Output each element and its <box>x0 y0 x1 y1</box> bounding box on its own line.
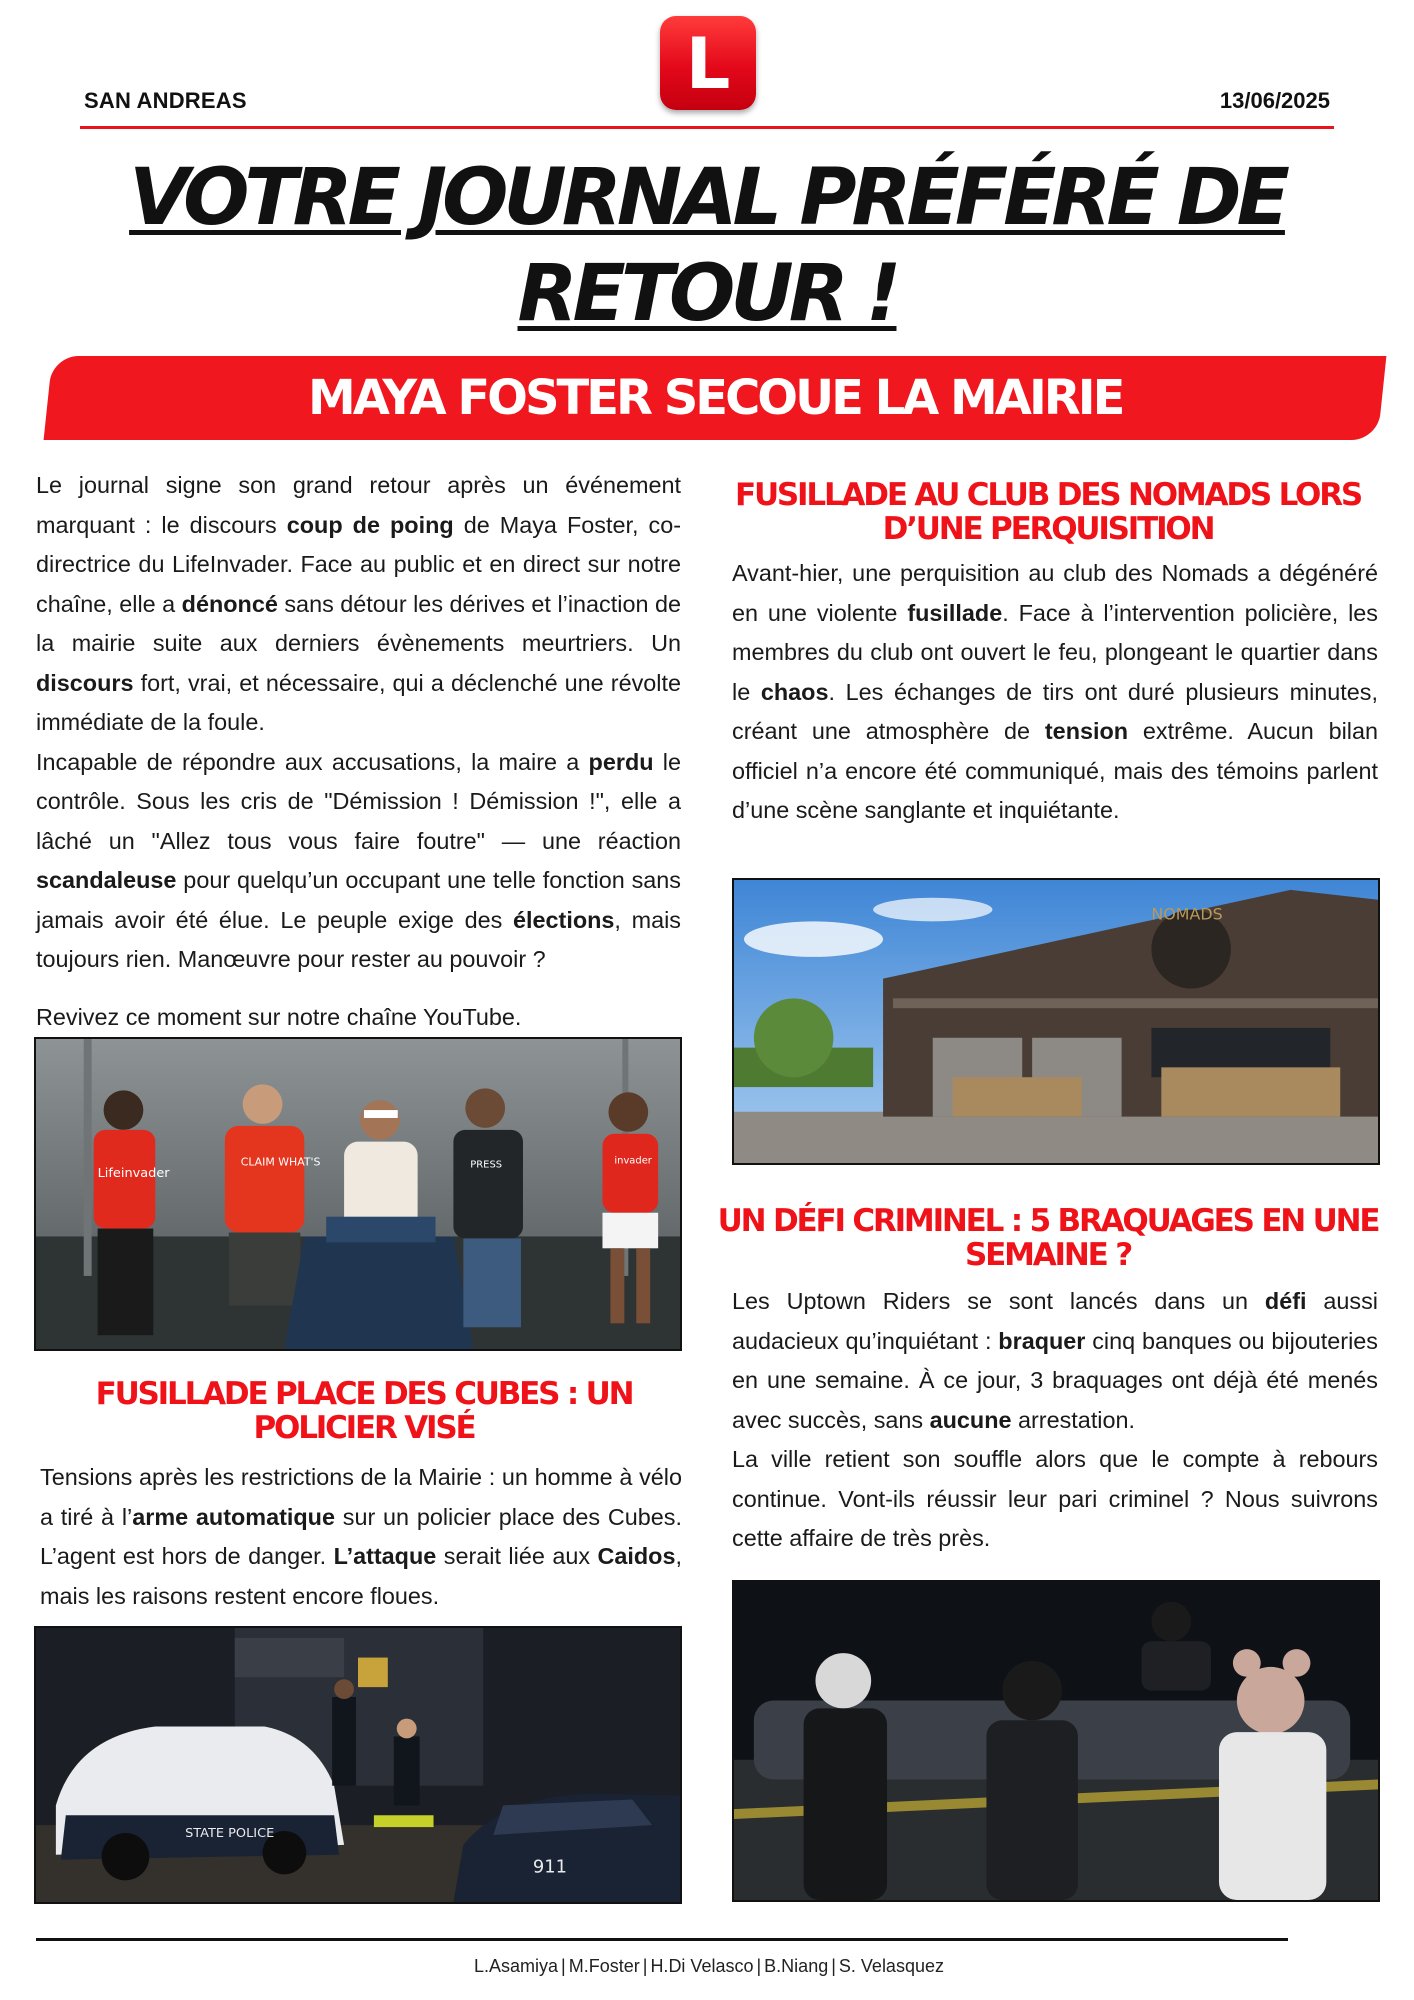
text-run: extrême. Aucun bilan officiel n’a encore été communiqué, mais des témoins parlent d’une scène sanglante et inquiétante. <box>732 718 1378 823</box>
credit-author: H.Di Velasco <box>650 1956 754 1976</box>
text-run: sur un policier place des Cubes. L’agent est hors de danger. <box>40 1503 682 1569</box>
bold-keyword: aucune <box>929 1406 1012 1433</box>
text-run: Tensions après les restrictions de la Mairie : un homme à vélo a tiré à l’ <box>40 1464 682 1530</box>
bold-keyword: L’attaque <box>333 1543 437 1569</box>
lead-banner-title: MAYA FOSTER SECOUE LA MAIRIE <box>307 370 1123 426</box>
text-run: aussi audacieux qu’inquiétant : <box>732 1288 1378 1354</box>
bold-keyword: coup de poing <box>286 511 454 538</box>
photo-uptown-riders <box>732 1580 1380 1902</box>
masthead-date: 13/06/2025 <box>1219 88 1330 113</box>
text-run: serait liée aux <box>436 1543 598 1569</box>
credit-author: B.Niang <box>764 1956 829 1976</box>
text-run: . Les échanges de tirs ont duré plusieurs minutes, créant une atmosphère de <box>732 678 1378 744</box>
shirt-invader-text: invader <box>614 1155 652 1167</box>
bold-keyword: fusillade <box>907 599 1003 626</box>
main-article-p3: Revivez ce moment sur notre chaîne YouTube. <box>36 1003 522 1030</box>
nomads-sign-text: NOMADS <box>1151 904 1223 924</box>
text-run: Avant-hier, une perquisition au club des Nomads a dégénéré en une violente <box>732 560 1378 626</box>
masthead-location: SAN ANDREAS <box>84 88 247 113</box>
headline-line2: RETOUR ! <box>517 249 897 339</box>
shirt-claim-text: CLAIM WHAT'S <box>240 1155 321 1169</box>
bold-keyword: scandaleuse <box>36 867 177 893</box>
shirt-lifeinvader-text: Lifeinvader <box>97 1166 170 1182</box>
lead-banner <box>44 356 1387 440</box>
text-run: , mais les raisons restent encore floues. <box>40 1543 682 1609</box>
bold-keyword: élections <box>513 906 615 933</box>
text-run: fort, vrai, et nécessaire, qui a déclenché une révolte immédiate de la foule. <box>36 669 681 735</box>
page-headline <box>80 150 1334 342</box>
photo-nomads-club <box>732 878 1380 1165</box>
text-run: sans détour les dérives et l’inaction de la mairie suite aux derniers évènements meurtriers. Un <box>36 590 681 656</box>
main-article-body <box>36 466 681 1037</box>
bold-keyword: discours <box>36 669 134 696</box>
bold-keyword: perdu <box>588 748 654 775</box>
bottom-divider <box>36 1938 1288 1941</box>
bold-keyword: défi <box>1264 1288 1307 1314</box>
text-run: Incapable de répondre aux accusations, la maire a <box>36 748 589 775</box>
uptown-article-body <box>732 1282 1378 1559</box>
headline-line1: VOTRE JOURNAL PRÉFÉRÉ DE <box>129 153 1285 243</box>
bold-keyword: braquer <box>998 1327 1086 1354</box>
text-run: Le journal signe son grand retour après un événement marquant : le discours <box>36 472 681 538</box>
nomads-article-text <box>732 560 1378 823</box>
uptown-article-p1 <box>732 1288 1378 1433</box>
nomads-article-body <box>732 554 1378 831</box>
cubes-article-text <box>40 1464 682 1609</box>
bold-keyword: chaos <box>760 678 829 705</box>
car-left-word: STATE POLICE <box>185 1825 275 1841</box>
main-article-p1 <box>36 472 681 735</box>
text-run: , mais toujours rien. Manœuvre pour rester au pouvoir ? <box>36 906 682 972</box>
text-run: Les Uptown Riders se sont lancés dans un <box>732 1288 1265 1314</box>
text-run: . Face à l’intervention policière, les membres du club ont ouvert le feu, plongeant le quartier dans le <box>732 599 1378 705</box>
logo-letter: L <box>685 23 731 105</box>
bold-keyword: Caidos <box>597 1543 676 1569</box>
top-divider <box>80 126 1334 129</box>
bold-keyword: dénoncé <box>181 590 278 617</box>
credit-author: M.Foster <box>568 1956 640 1976</box>
text-run: de Maya Foster, co-directrice du LifeInvader. Face au public et en direct sur notre chaîne, elle a <box>36 511 681 617</box>
credit-author: S. Velasquez <box>838 1956 944 1976</box>
photo-place-des-cubes <box>34 1626 682 1904</box>
text-run: La ville retient son souffle alors que le compte à rebours continue. Vont-ils réussir leur pari criminel ? Nous suivrons cette affaire de très près. <box>732 1446 1378 1551</box>
vest-press-text: PRESS <box>470 1159 503 1171</box>
journal-logo <box>660 16 756 110</box>
car-number: 911 <box>532 1856 568 1878</box>
text-run: pour quelqu’un occupant une telle fonction sans jamais avoir été élue. Le peuple exige des <box>36 867 681 933</box>
uptown-article-title: UN DÉFI CRIMINEL : 5 BRAQUAGES EN UNE SEMAINE ? <box>717 1203 1379 1273</box>
uptown-article-p2 <box>732 1446 1378 1551</box>
cubes-article-body <box>40 1458 682 1616</box>
credit-author: L.Asamiya <box>474 1956 559 1976</box>
cubes-article-title: FUSILLADE PLACE DES CUBES : UN POLICIER VISÉ <box>95 1376 633 1446</box>
nomads-article-title: FUSILLADE AU CLUB DES NOMADS LORS D’UNE PERQUISITION <box>734 477 1362 547</box>
text-run: arrestation. <box>1011 1406 1136 1433</box>
photo-maya-speech <box>34 1037 682 1351</box>
text-run: cinq banques ou bijouteries en une semaine. À ce jour, 3 braquages ont déjà été menés avec succès, sans <box>732 1327 1378 1433</box>
text-run: le contrôle. Sous les cris de "Démission ! Démission !", elle a lâché un "Allez tous vous faire foutre" — une réaction <box>36 748 681 854</box>
bold-keyword: arme automatique <box>132 1503 335 1530</box>
credits-line: L.Asamiya | M.Foster | H.Di Velasco | B.Niang | S. Velasquez <box>474 1956 944 1976</box>
main-article-p2 <box>36 749 681 973</box>
bold-keyword: tension <box>1044 718 1129 744</box>
